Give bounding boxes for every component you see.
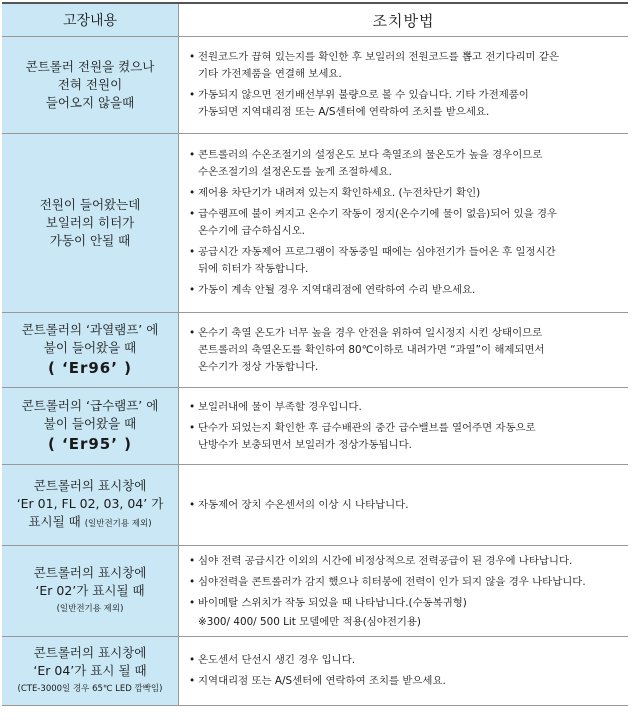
fault-line: 보일러의 히터가 <box>45 215 135 230</box>
list-item: • 급수램프에 불이 켜지고 온수기 작동이 정지(온수기에 물이 없음)되어 있을 경우 온수기에 급수하십시오. <box>189 206 620 240</box>
model-note: ※300/ 400/ 500 Lit 모델에만 적용(심야전기용) <box>198 616 421 628</box>
action-cell <box>179 637 628 705</box>
fault-line: 콘트롤러의 표시창에 <box>33 565 147 580</box>
fault-line: 전원이 들어왔는데 <box>39 197 141 212</box>
header-action: 조치방법 <box>179 4 628 36</box>
troubleshooting-table <box>2 2 628 706</box>
list-item: • 심야전력을 콘트롤러가 감지 했으나 히터봉에 전력이 인가 되지 않을 경우 나타납니다. <box>189 574 620 591</box>
list-item: • 전원코드가 끕혀 있는지를 확인한 후 보일러의 전원코드를 뽑고 전기다리미 같은 기타 가전제품을 연결해 보세요. <box>189 49 620 83</box>
table-header <box>2 4 628 37</box>
fault-line: 들어오지 않을때 <box>45 95 135 110</box>
list-item: • 심야 전력 공급시간 이외의 시간에 비정상적으로 전력공급이 된 경우에 나타납니다. <box>189 553 620 570</box>
error-code: ( ‘Er96’ ) <box>47 359 133 377</box>
table-row <box>2 388 628 465</box>
action-text: 온수기 축열 온도가 너무 높을 경우 안전을 위하여 일시정지 시킨 상태이므로 콘트롤러의 축열온도를 확인하여 80℃이하로 내려가면 “과열”이 해제되면서 온수기가 정상 가동합니다. <box>198 326 545 373</box>
action-text: 심야전력을 콘트롤러가 감지 했으나 히터봉에 전력이 인가 되지 않을 경우 나타납니다. <box>198 576 586 588</box>
fault-cell <box>2 388 179 464</box>
fault-cell <box>2 637 179 705</box>
action-cell <box>179 465 628 545</box>
list-item: • 콘트롤러의 수온조절기의 설정온도 보다 축열조의 물온도가 높을 경우이므로 수온조절기의 설정온도를 높게 조절하세요. <box>189 147 620 181</box>
table-row <box>2 37 628 134</box>
action-text: 제어용 차단기가 내려져 있는지 확인하세요. (누전차단기 확인) <box>198 187 481 199</box>
fault-note: (일반전기용 제외) <box>84 519 152 529</box>
fault-line: 가동이 안될 때 <box>49 233 131 248</box>
fault-line: 콘트롤러의 ‘과열램프’ 에 <box>21 322 159 337</box>
fault-cell <box>2 134 179 312</box>
list-item: • 단수가 되었는지 확인한 후 급수배관의 중간 급수밸브를 열어주면 자동으로 난방수가 보충되면서 보일러가 정상가동됩니다. <box>189 420 620 454</box>
action-text: 공급시간 자동제어 프로그램이 작동중일 때에는 심야전기가 들어온 후 일정시간 뒤에 히터가 작동합니다. <box>198 246 556 275</box>
action-cell <box>179 37 628 133</box>
fault-line: 콘트롤러 전원을 켰으나 <box>25 59 155 74</box>
action-cell <box>179 134 628 312</box>
table-row <box>2 637 628 706</box>
fault-line: 불이 들어왔을 때 <box>43 416 137 431</box>
action-text: 온도센서 단선시 생긴 경우 입니다. <box>198 654 356 666</box>
table-row <box>2 546 628 637</box>
fault-cell <box>2 546 179 636</box>
list-item: • 온수기 축열 온도가 너무 높을 경우 안전을 위하여 일시정지 시킨 상태이므로 콘트롤러의 축열온도를 확인하여 80℃이하로 내려가면 “과열”이 해제되면서 온수기가 정상 가동합니다. <box>189 325 620 376</box>
fault-note: (일반전기용 제외) <box>56 604 124 614</box>
action-text: 자동제어 장치 수온센서의 이상 시 나타납니다. <box>198 498 409 511</box>
fault-line: ‘Er 02’가 표시될 때 <box>35 583 145 598</box>
action-cell <box>179 546 628 636</box>
fault-line <box>28 513 151 533</box>
action-text: 보일러내에 물이 부족할 경우입니다. <box>198 400 362 413</box>
list-item: • 지역대리점 또는 A/S센터에 연락하여 조치를 받으세요. <box>189 673 620 690</box>
error-code: ( ‘Er95’ ) <box>47 435 133 453</box>
list-item: • 공급시간 자동제어 프로그램이 작동중일 때에는 심야전기가 들어온 후 일정시간 뒤에 히터가 작동합니다. <box>189 244 620 278</box>
action-text: 급수램프에 불이 켜지고 온수기 작동이 정지(온수기에 물이 없음)되어 있을 경우 온수기에 급수하십시오. <box>198 208 558 237</box>
action-text: 가동되지 않으면 전기배선부위 불량으로 볼 수 있습니다. 기타 가전제품이 가동되면 지역대리점 또는 A/S센터에 연락하여 조치를 받으세요. <box>198 89 529 118</box>
action-text: 콘트롤러의 수온조절기의 설정온도 보다 축열조의 물온도가 높을 경우이므로 수온조절기의 설정온도를 높게 조절하세요. <box>198 149 543 178</box>
action-text: 바이메탈 스위치가 작동 되었을 때 나타납니다.(수동복귀형) <box>198 597 467 609</box>
action-text: 전원코드가 끕혀 있는지를 확인한 후 보일러의 전원코드를 뽑고 전기다리미 같은 기타 가전제품을 연결해 보세요. <box>198 51 559 80</box>
table-row <box>2 465 628 546</box>
fault-line: ‘Er 04’가 표시 될 때 <box>33 663 147 678</box>
table-row <box>2 313 628 388</box>
list-item: • 보일러내에 물이 부족할 경우입니다. <box>189 399 620 416</box>
fault-cell <box>2 37 179 133</box>
action-text: 심야 전력 공급시간 이외의 시간에 비정상적으로 전력공급이 된 경우에 나타납니다. <box>198 555 573 567</box>
fault-cell <box>2 313 179 387</box>
action-text: 지역대리점 또는 A/S센터에 연락하여 조치를 받으세요. <box>198 675 446 687</box>
list-item: • 자동제어 장치 수온센서의 이상 시 나타납니다. <box>189 497 620 514</box>
list-item: • 가동되지 않으면 전기배선부위 불량으로 볼 수 있습니다. 기타 가전제품이 가동되면 지역대리점 또는 A/S센터에 연락하여 조치를 받으세요. <box>189 87 620 121</box>
list-item: • 온도센서 단선시 생긴 경우 입니다. <box>189 652 620 669</box>
fault-line: 콘트롤러의 표시창에 <box>33 645 147 660</box>
fault-line: 콘트롤러의 ‘급수램프’ 에 <box>21 398 159 413</box>
fault-note: (CTE-3000일 경우 65℃ LED 깜빡임) <box>17 684 163 694</box>
fault-line: 불이 들어왔을 때 <box>43 340 137 355</box>
action-text: 가동이 계속 안될 경우 지역대리점에 연락하여 수리 받으세요. <box>198 284 476 296</box>
fault-line: ‘Er 01, FL 02, 03, 04’ 가 <box>16 496 164 511</box>
table-row <box>2 134 628 313</box>
fault-cell <box>2 465 179 545</box>
list-item: • 바이메탈 스위치가 작동 되었을 때 나타납니다.(수동복귀형) <box>189 595 620 612</box>
fault-line: 콘트롤러의 표시창에 <box>33 478 147 493</box>
fault-text: 표시될 때 <box>28 514 81 529</box>
list-item: • 제어용 차단기가 내려져 있는지 확인하세요. (누전차단기 확인) <box>189 185 620 202</box>
list-item: • 가동이 계속 안될 경우 지역대리점에 연락하여 수리 받으세요. <box>189 282 620 299</box>
fault-line: 전혀 전원이 <box>57 77 123 92</box>
header-fault: 고장내용 <box>2 4 179 36</box>
action-cell <box>179 388 628 464</box>
action-text: 단수가 되었는지 확인한 후 급수배관의 중간 급수밸브를 열어주면 자동으로 난방수가 보충되면서 보일러가 정상가동됩니다. <box>198 421 536 451</box>
action-cell <box>179 313 628 387</box>
